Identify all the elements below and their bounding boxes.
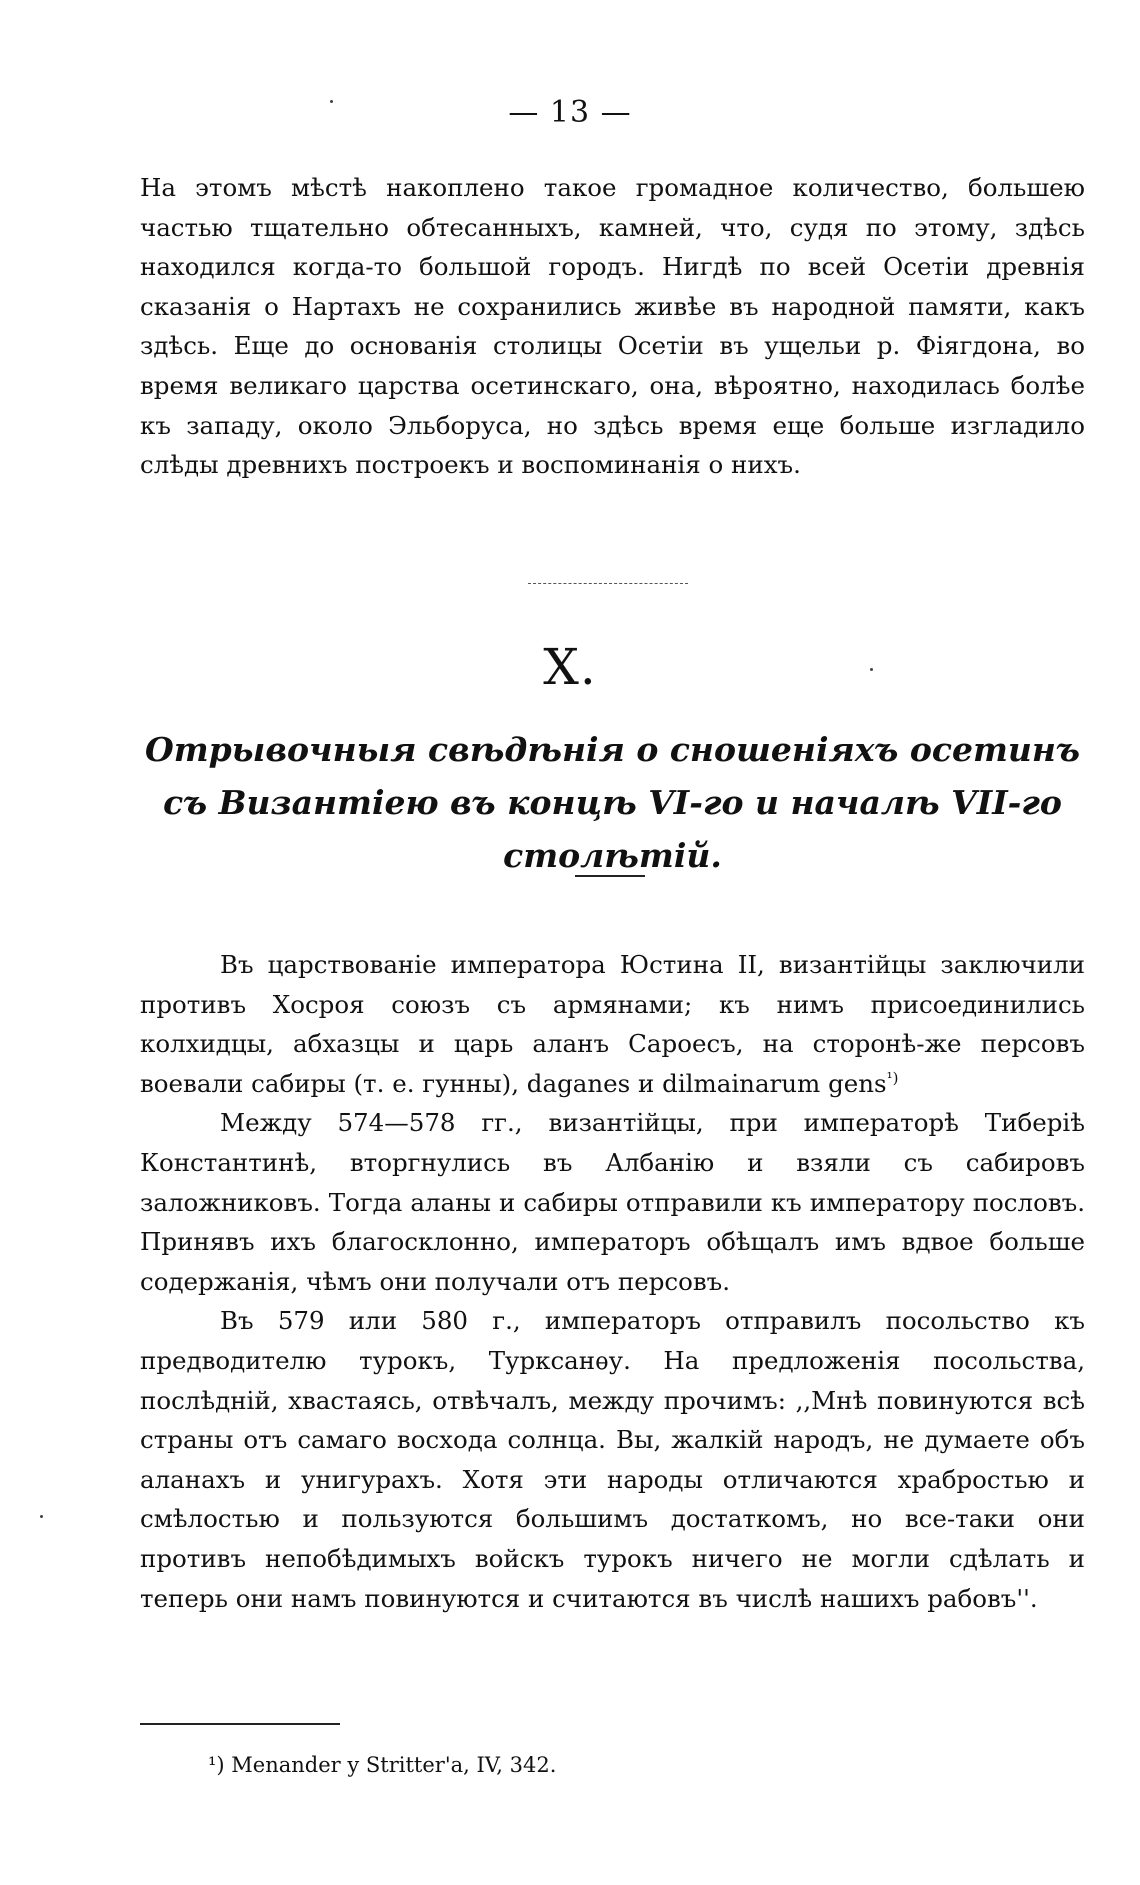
paragraph: Между 574—578 гг., византійцы, при императорѣ Тиберіѣ Константинѣ, вторгнулись въ Албанію и взяли съ сабировъ заложниковъ. Тогда аланы и сабиры отправили къ императору пословъ. Принявъ ихъ благосклонно, императоръ обѣщалъ имъ вдвое больше содержанія, чѣмъ они получали отъ персовъ. [140, 1108, 1085, 1296]
paragraph: Въ 579 или 580 г., императоръ отправилъ посольство къ предводителю турокъ, Турксанѳу. На предложенія посольства, послѣдній, хвастаясь, отвѣчалъ, между прочимъ: ,,Мнѣ повинуются всѣ страны отъ самаго восхода солнца. Вы, жалкій народъ, не думаете объ аланахъ и унигурахъ. Хотя эти народы отличаются храбростью и смѣлостью и пользуются большимъ достаткомъ, но все-таки они противъ непобѣдимыхъ войскъ турокъ ничего не могли сдѣлать и теперь они намъ повинуются и считаются въ числѣ нашихъ рабовъ''. [140, 1306, 1085, 1613]
footnote-divider [140, 1723, 340, 1725]
page-number: — 13 — [508, 95, 632, 130]
footnote: ¹) Menander y Stritter'a, IV, 342. [208, 1753, 557, 1777]
chapter-numeral: X. [543, 638, 597, 696]
footnote-reference: ¹) [886, 1068, 899, 1087]
section-divider [528, 583, 688, 584]
chapter-title: Отрывочныя свѣдѣнія о сношеніяхъ осетинъ съ Византіею въ концѣ VI-го и началѣ VII-го столѣтій. [145, 730, 1080, 875]
intro-paragraph: На этомъ мѣстѣ накоплено такое громадное количество, большею частью тщательно обтесанныхъ, камней, что, судя по этому, здѣсь находился когда-то большой городъ. Нигдѣ по всей Осетіи древнія сказанія о Нартахъ не сохранились живѣе въ народной памяти, какъ здѣсь. Еще до основанія столицы Осетіи въ ущельи р. Фіягдона, во время великаго царства осетинскаго, она, вѣроятно, находилась болѣе къ западу, около Эльборуса, но здѣсь время еще больше изгладило слѣды древнихъ построекъ и воспоминанія о нихъ. [140, 173, 1085, 480]
main-text [140, 945, 1085, 1618]
paragraph-text: Въ царствованіе императора Юстина II, византійцы заключили противъ Хосроя союзъ съ армянами; къ нимъ присоединились колхидцы, абхазцы и царь аланъ Сароесъ, на сторонѣ-же персовъ воевали сабиры (т. е. гунны), daganes и dilmainarum gens [140, 950, 1085, 1098]
print-speck [330, 100, 333, 103]
paragraph [140, 945, 1085, 1103]
print-speck [40, 1515, 43, 1518]
title-divider [575, 875, 645, 877]
